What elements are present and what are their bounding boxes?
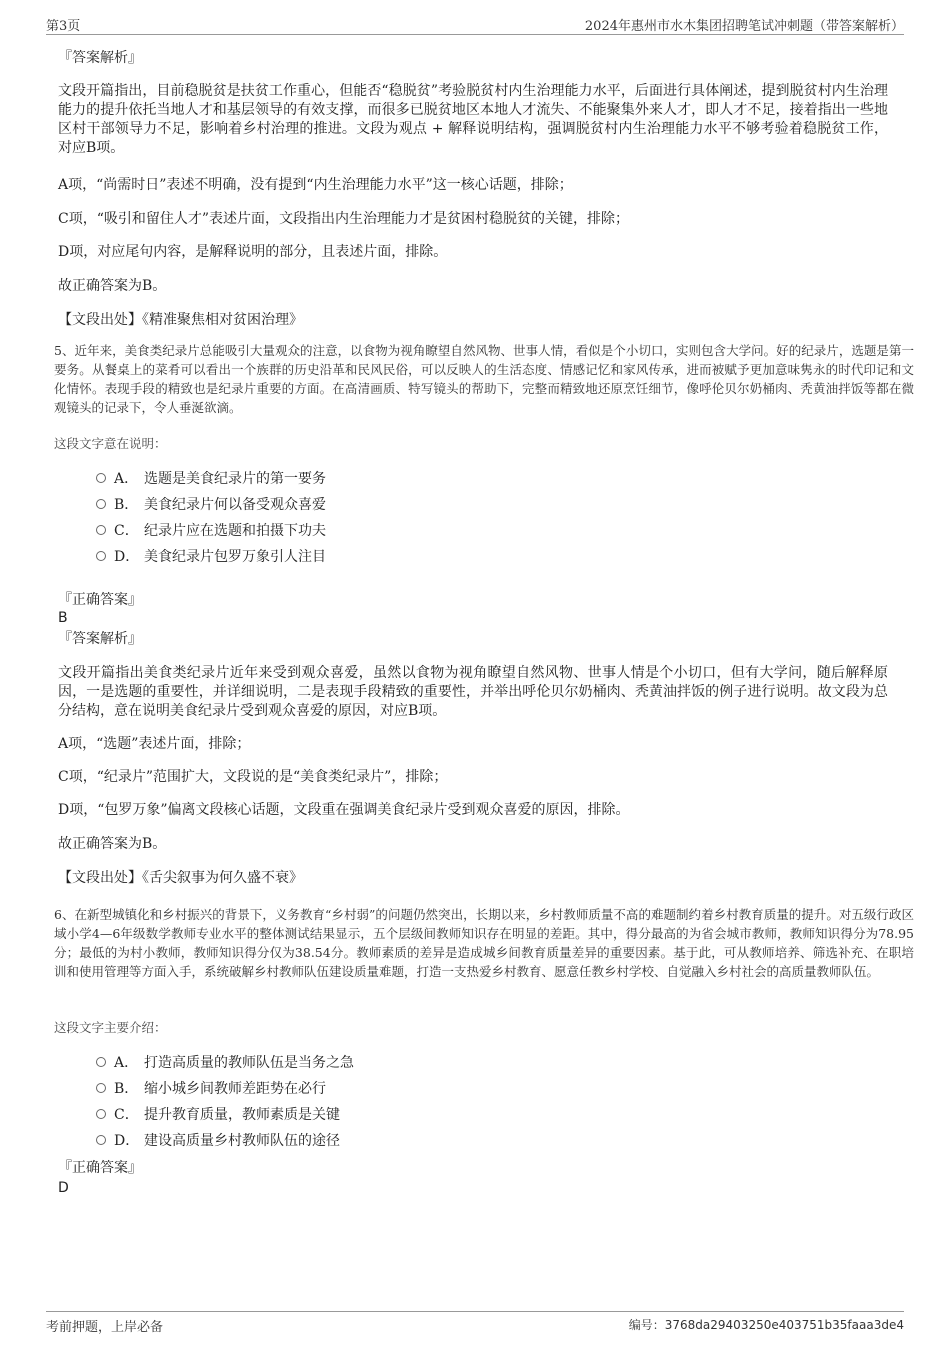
radio-icon[interactable]: [96, 1109, 106, 1119]
radio-icon[interactable]: [96, 551, 106, 561]
source-title: 《精准聚焦相对贫困治理》: [142, 312, 303, 328]
q5-option-b[interactable]: B． 美食纪录片何以备受观众喜爱: [96, 495, 326, 515]
question-6-text: 6、在新型城镇化和乡村振兴的背景下，义务教育“乡村弱”的问题仍然突出，长期以来，乡村教师质量不高的难题制约着乡村教育质量的提升。对五级行政区域小学4—6年级数学教师专业水平的整体测试结果显示，五个层级间教师知识存在明显的差距。其中，得分最高的为省会城市教师，教师知识得分为78.95分；最低的为村小教师，教师知识得分仅为38.54分。教师素质的差异是造成城乡间教育质量差异的重要因素。基于此，可从教师培养、筛选补充、在职培训和使用管理等方面入手，系统破解乡村教师队伍建设质量难题，打造一支热爱乡村教育、愿意任教乡村学校、自觉融入乡村社会的高质量教师队伍。: [54, 907, 914, 979]
document-serial: 编号：3768da29403250e403751b35faaa3de4: [628, 1318, 904, 1332]
source-label: 【文段出处】: [58, 312, 142, 328]
radio-icon[interactable]: [96, 525, 106, 535]
page-footer: [46, 1311, 904, 1334]
analysis-item-c: C项，“吸引和留住人才”表述片面，文段指出内生治理能力才是贫困村稳脱贫的关键，排除；: [58, 211, 630, 227]
analysis-item-d: D项，对应尾句内容，是解释说明的部分，且表述片面，排除。: [58, 244, 448, 260]
analysis-label: 『答案解析』: [58, 50, 142, 66]
q5-analysis-label: 『答案解析』: [58, 631, 142, 647]
q6-option-a[interactable]: A． 打造高质量的教师队伍是当务之急: [96, 1053, 354, 1073]
passage-source: [58, 311, 303, 330]
footer-slogan: 考前押题，上岸必备: [46, 1320, 164, 1335]
source-title: 《舌尖叙事为何久盛不衰》: [142, 870, 303, 886]
q5-analysis-item-a: A项，“选题”表述片面，排除；: [58, 736, 251, 752]
q6-option-d[interactable]: D． 建设高质量乡村教师队伍的途径: [96, 1131, 340, 1151]
q5-passage-source: [58, 869, 303, 888]
radio-icon[interactable]: [96, 1135, 106, 1145]
q5-answer: B: [58, 610, 68, 626]
analysis-item-a: A项，“尚需时日”表述不明确，没有提到“内生治理能力水平”这一核心话题，排除；: [58, 177, 573, 193]
radio-icon[interactable]: [96, 499, 106, 509]
page-number: 第3页: [46, 19, 81, 34]
q5-analysis-item-d: D项，“包罗万象”偏离文段核心话题，文段重在强调美食纪录片受到观众喜爱的原因，排除。: [58, 802, 630, 818]
analysis-conclusion: 故正确答案为B。: [58, 278, 167, 294]
analysis-paragraph: 文段开篇指出，目前稳脱贫是扶贫工作重心，但能否“稳脱贫”考验脱贫村内生治理能力水平，后面进行具体阐述，提到脱贫村内生治理能力的提升依托当地人才和基层领导的有效支撑，而很多已脱贫地区本地人才流失、不能聚集外来人才，即人才不足，接着指出一些地区村干部领导力不足，影响着乡村治理的推进。文段为观点 + 解释说明结构，强调脱贫村内生治理能力水平不够考验着稳脱贫工作，对应B项。: [58, 83, 888, 156]
source-label: 【文段出处】: [58, 870, 142, 886]
q5-option-c[interactable]: C． 纪录片应在选题和拍摄下功夫: [96, 521, 326, 541]
question-5-prompt: 这段文字意在说明：: [54, 436, 167, 451]
q5-option-a[interactable]: A． 选题是美食纪录片的第一要务: [96, 469, 326, 489]
q5-analysis-paragraph: 文段开篇指出美食类纪录片近年来受到观众喜爱，虽然以食物为视角瞭望自然风物、世事人情是个小切口，但有大学问，随后解释原因，一是选题的重要性，并详细说明，二是表现手段精致的重要性，并举出呼伦贝尔奶桶肉、秃黄油拌饭的例子进行说明。故文段为总分结构，意在说明美食纪录片受到观众喜爱的原因，对应B项。: [58, 665, 888, 719]
q5-analysis-item-c: C项，“纪录片”范围扩大，文段说的是“美食类纪录片”，排除；: [58, 769, 448, 785]
question-6-prompt: 这段文字主要介绍：: [54, 1020, 167, 1035]
document-title: 2024年惠州市水木集团招聘笔试冲刺题（带答案解析）: [584, 19, 904, 34]
q6-option-c[interactable]: C． 提升教育质量，教师素质是关键: [96, 1105, 340, 1125]
q5-option-d[interactable]: D． 美食纪录片包罗万象引人注目: [96, 547, 326, 567]
q6-answer-label: 『正确答案』: [58, 1160, 142, 1176]
q6-option-b[interactable]: B． 缩小城乡间教师差距势在必行: [96, 1079, 326, 1099]
page-header: [46, 14, 904, 35]
q6-answer: D: [58, 1180, 69, 1196]
radio-icon[interactable]: [96, 1057, 106, 1067]
question-5-text: 5、近年来，美食类纪录片总能吸引大量观众的注意，以食物为视角瞭望自然风物、世事人情，看似是个小切口，实则包含大学问。好的纪录片，选题是第一要务。从餐桌上的菜肴可以看出一个族群的历史沿革和民风民俗，可以反映人的生活态度、情感记忆和家风传承，进而被赋予更加意味隽永的时代印记和文化情怀。表现手段的精致也是纪录片重要的方面。在高清画质、特写镜头的帮助下，完整而精致地还原烹饪细节，像呼伦贝尔奶桶肉、秃黄油拌饭等都在微观镜头的记录下，令人垂涎欲滴。: [54, 343, 914, 415]
radio-icon[interactable]: [96, 1083, 106, 1093]
q5-analysis-conclusion: 故正确答案为B。: [58, 836, 167, 852]
q5-answer-label: 『正确答案』: [58, 592, 142, 608]
radio-icon[interactable]: [96, 473, 106, 483]
